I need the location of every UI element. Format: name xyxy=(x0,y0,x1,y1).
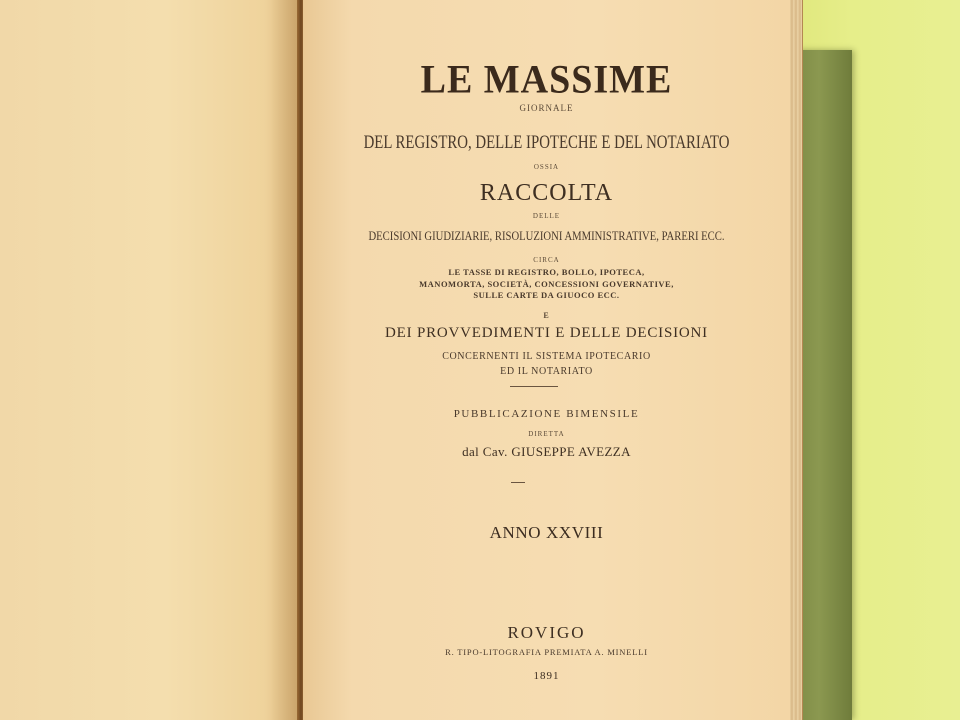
tasse-line-2: MANOMORTA, SOCIETÀ, CONCESSIONI GOVERNATIVE, xyxy=(419,279,674,289)
concernenti-line-2: ED IL NOTARIATO xyxy=(500,366,593,377)
left-blank-page xyxy=(0,0,301,720)
editor-line: dal Cav. GIUSEPPE AVEZZA xyxy=(462,444,631,459)
pubblicazione-line: PUBBLICAZIONE BIMENSILE xyxy=(453,408,640,420)
book-title: LE MASSIME xyxy=(420,57,673,103)
circa-label: CIRCA xyxy=(533,256,560,264)
tasse-line-1: LE TASSE DI REGISTRO, BOLLO, IPOTECA, xyxy=(448,267,645,277)
printer-line: R. TIPO-LITOGRAFIA PREMIATA A. MINELLI xyxy=(445,647,648,657)
provvedimenti-line: DEI PROVVEDIMENTI E DELLE DECISIONI xyxy=(385,325,708,341)
publication-city: ROVIGO xyxy=(507,623,586,642)
tasse-line-3: SULLE CARTE DA GIUOCO ECC. xyxy=(473,290,620,300)
delle-label: DELLE xyxy=(532,212,561,220)
divider-rule-1 xyxy=(510,386,558,387)
page-edges xyxy=(790,0,803,720)
giornale-label: GIORNALE xyxy=(519,103,574,113)
volume-year: ANNO XXVIII xyxy=(489,523,604,542)
divider-rule-2 xyxy=(511,482,525,483)
title-page xyxy=(303,0,790,720)
raccolta-heading: RACCOLTA xyxy=(479,180,614,206)
e-label: E xyxy=(543,311,550,320)
publication-year: 1891 xyxy=(533,670,560,682)
decisioni-line: DECISIONI GIUDIZIARIE, RISOLUZIONI AMMINISTRATIVE, PARERI ECC. xyxy=(368,228,725,243)
diretta-label: DIRETTA xyxy=(528,430,565,438)
book-subtitle: DEL REGISTRO, DELLE IPOTECHE E DEL NOTARIATO xyxy=(363,132,730,153)
ossia-label: OSSIA xyxy=(533,163,560,171)
concernenti-line-1: CONCERNENTI IL SISTEMA IPOTECARIO xyxy=(442,351,651,362)
